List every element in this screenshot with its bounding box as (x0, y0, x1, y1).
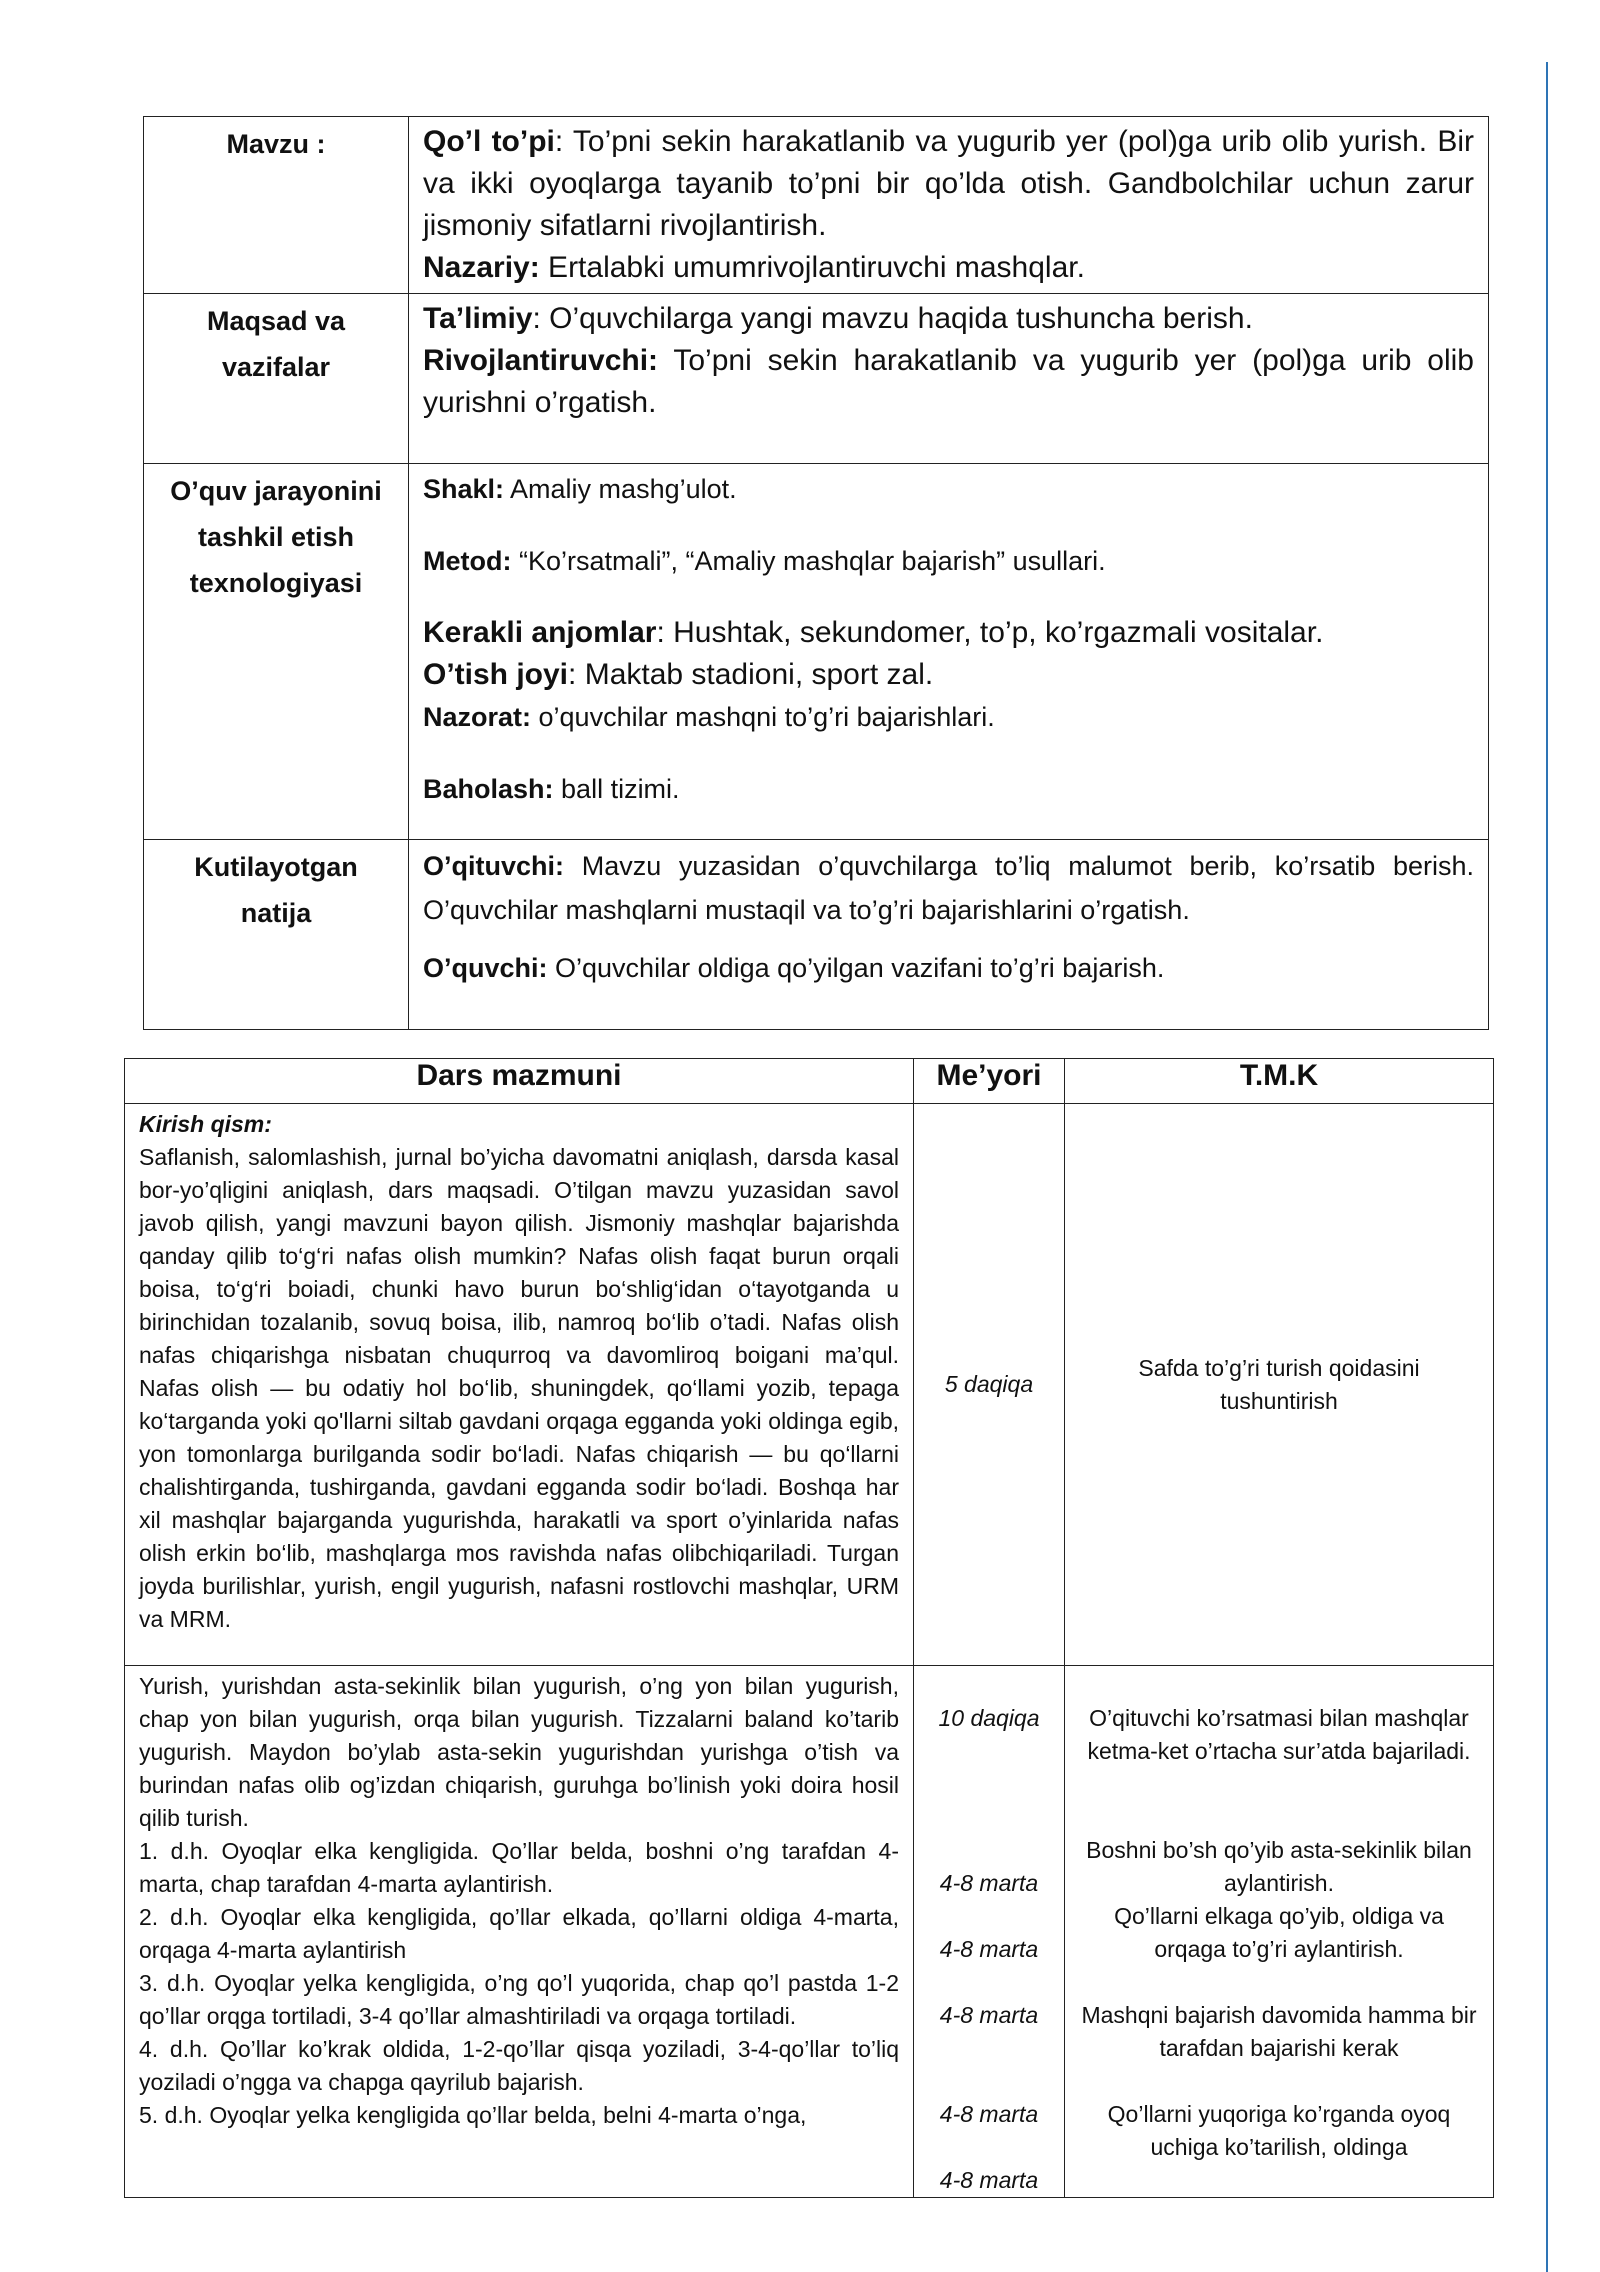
tmk-ex1: Boshni bo’sh qo’yib asta-sekinlik bilan aylantirish. (1086, 1837, 1472, 1896)
tmk-ex3: Mashqni bajarish davomida hamma bir tarafdan bajarishi kerak (1081, 2002, 1477, 2061)
exercise-1: 1. d.h. Oyoqlar elka kengligida. Qo’llar belda, boshni o’ng tarafdan 4-marta, chap tarafdan 4-marta aylantirish. (139, 1838, 899, 1897)
kirish-qism-cell (125, 1104, 914, 1666)
table-row (144, 117, 1489, 294)
table-row (144, 840, 1489, 1030)
norm-ex2: 4-8 marta (939, 1936, 1039, 1962)
table-row (144, 294, 1489, 464)
exercises-norm-cell (914, 1666, 1065, 2198)
natija-label: Kutilayotgan natija (144, 840, 409, 1030)
maqsad-value: Ta’limiy: O’quvchilarga yangi mavzu haqida tushuncha berish. Rivojlantiruvchi: To’pni sekin harakatlanib va yugurib yer (pol)ga urib olib yurishni o’rgatish. (409, 294, 1489, 464)
table-row (144, 464, 1489, 840)
kirish-qism-title: Kirish qism: (139, 1111, 272, 1137)
table-row (125, 1666, 1494, 2198)
tmk-ex2: Qo’llarni elkaga qo’yib, oldiga va orqaga to’g’ri aylantirish. (1114, 1903, 1444, 1962)
norm-ex5: 4-8 marta (939, 2167, 1039, 2193)
norm-ex4: 4-8 marta (939, 2101, 1039, 2127)
exercises-cell (125, 1666, 914, 2198)
table-row (125, 1104, 1494, 1666)
tmk-ex4: Qo’llarni yuqoriga ko’rganda oyoq uchiga ko’tarilish, oldinga (1107, 2101, 1451, 2160)
kirish-qism-text: Saflanish, salomlashish, jurnal bo’yicha davomatni aniqlash, darsda kasal bor-yo’qligini aniqlash, dars maqsadi. O’tilgan mavzu yuzasidan savol javob qilish, yangi mavzuni bayon qilish. Jismoniy mashqlar bajarishda qanday qilib to‘g‘ri nafas olish mumkin? Nafas olish faqat burun orqali boisa, to‘g‘ri boiadi, chunki havo burun bo‘shlig‘idan o‘tayotganda u birinchidan tozalanib, sovuq boisa, ilib, namroq bo‘lib o’tadi. Nafas olish nafas chiqarishga nisbatan chuqurroq va davomliroq boigani ma’qul. Nafas olish — bu odatiy hol bo‘lib, shuningdek, qo‘llami yozib, tepaga ko‘targanda yoki qo'llarni siltab gavdani orqaga egganda yoki oldinga egib, yon tomonlarga burilganda sodir bo‘ladi. Nafas chiqarish — bu qo‘llarni chalishtirganda, tushirganda, gavdani egganda sodir bo‘ladi. Boshqa har xil mashqlar bajarganda yugurishda, harakatli va sport o’yinlarida nafas olish erkin bo‘lib, mashqlarga mos ravishda nafas olibchiqariladi. Turgan joyda burilishlar, yurish, engil yugurish, nafasni rostlovchi mashqlar, URM va MRM. (139, 1144, 899, 1632)
kirish-tmk: Safda to’g’ri turish qoidasini tushuntirish (1065, 1104, 1494, 1666)
header-dars-mazmuni: Dars mazmuni (125, 1059, 914, 1104)
exercise-2: 2. d.h. Oyoqlar elka kengligida, qo’llar elkada, qo’llarni oldiga 4-marta, orqaga 4-marta aylantirish (139, 1904, 899, 1963)
maqsad-label: Maqsad va vazifalar (144, 294, 409, 464)
exercise-5: 5. d.h. Oyoqlar yelka kengligida qo’llar belda, belni 4-marta o’nga, (139, 2102, 807, 2128)
exercises-intro: Yurish, yurishdan asta-sekinlik bilan yugurish, o’ng yon bilan yugurish, chap yon bilan yugurish, orqa bilan yugurish. Tizzalarni baland ko’tarib yugurish. Maydon bo’ylab asta-sekin yugurishdan yurishga o’tish va burindan nafas olib og’izdan chiqarish, guruhga bo’linish yoki doira hosil qilib turish. (139, 1673, 899, 1831)
tmk-main: O’qituvchi ko’rsatmasi bilan mashqlar ketma-ket o’rtacha sur’atda bajariladi. (1087, 1705, 1471, 1764)
oquv-jarayoni-label: O’quv jarayonini tashkil etish texnologiyasi (144, 464, 409, 840)
header-tmk: T.M.K (1065, 1059, 1494, 1104)
oquv-jarayoni-value: Shakl: Amaliy mashg’ulot. Metod: “Ko’rsatmali”, “Amaliy mashqlar bajarish” usullari. Kerakli anjomlar: Hushtak, sekundomer, to’p, ko’rgazmali vositalar. O’tish joyi: Maktab stadioni, sport zal. Nazorat: o’quvchilar mashqni to’g’ri bajarishlari. Baholash: ball tizimi. (409, 464, 1489, 840)
natija-value: O’qituvchi: Mavzu yuzasidan o’quvchilarga to’liq malumot berib, ko’rsatib berish. O’quvchilar mashqlarni mustaqil va to’g’ri bajarishlarini o’rgatish. O’quvchi: O’quvchilar oldiga qo’yilgan vazifani to’g’ri bajarish. (409, 840, 1489, 1030)
table-header-row (125, 1059, 1494, 1104)
mavzu-value: Qo’l to’pi: To’pni sekin harakatlanib va yugurib yer (pol)ga urib olib yurish. Bir va ikki oyoqlarga tayanib to’pni bir qo’lda otish. Gandbolchilar uchun zarur jismoniy sifatlarni rivojlantirish. Nazariy: Ertalabki umumrivojlantiruvchi mashqlar. (409, 117, 1489, 294)
mavzu-label: Mavzu : (144, 117, 409, 294)
exercise-3: 3. d.h. Oyoqlar yelka kengligida, o’ng qo’l yuqorida, chap qo’l pastda 1-2 qo’llar orqga tortiladi, 3-4 qo’llar almashtiriladi va orqaga tortiladi. (139, 1970, 899, 2029)
header-meyori: Me’yori (914, 1059, 1065, 1104)
kirish-norm: 5 daqiqa (914, 1104, 1065, 1666)
page-side-rule (1546, 62, 1548, 2272)
lesson-content-table (124, 1058, 1494, 2198)
exercise-4: 4. d.h. Qo’llar ko’krak oldida, 1-2-qo’llar qisqa yoziladi, 3-4-qo’llar to’liq yoziladi o’ngga va chapga qayrilub bajarish. (139, 2036, 899, 2095)
norm-ex1: 4-8 marta (939, 1870, 1039, 1896)
lesson-info-table (143, 116, 1489, 1030)
norm-main: 10 daqiqa (938, 1705, 1040, 1731)
norm-ex3: 4-8 marta (939, 2002, 1039, 2028)
exercises-tmk-cell (1065, 1666, 1494, 2198)
